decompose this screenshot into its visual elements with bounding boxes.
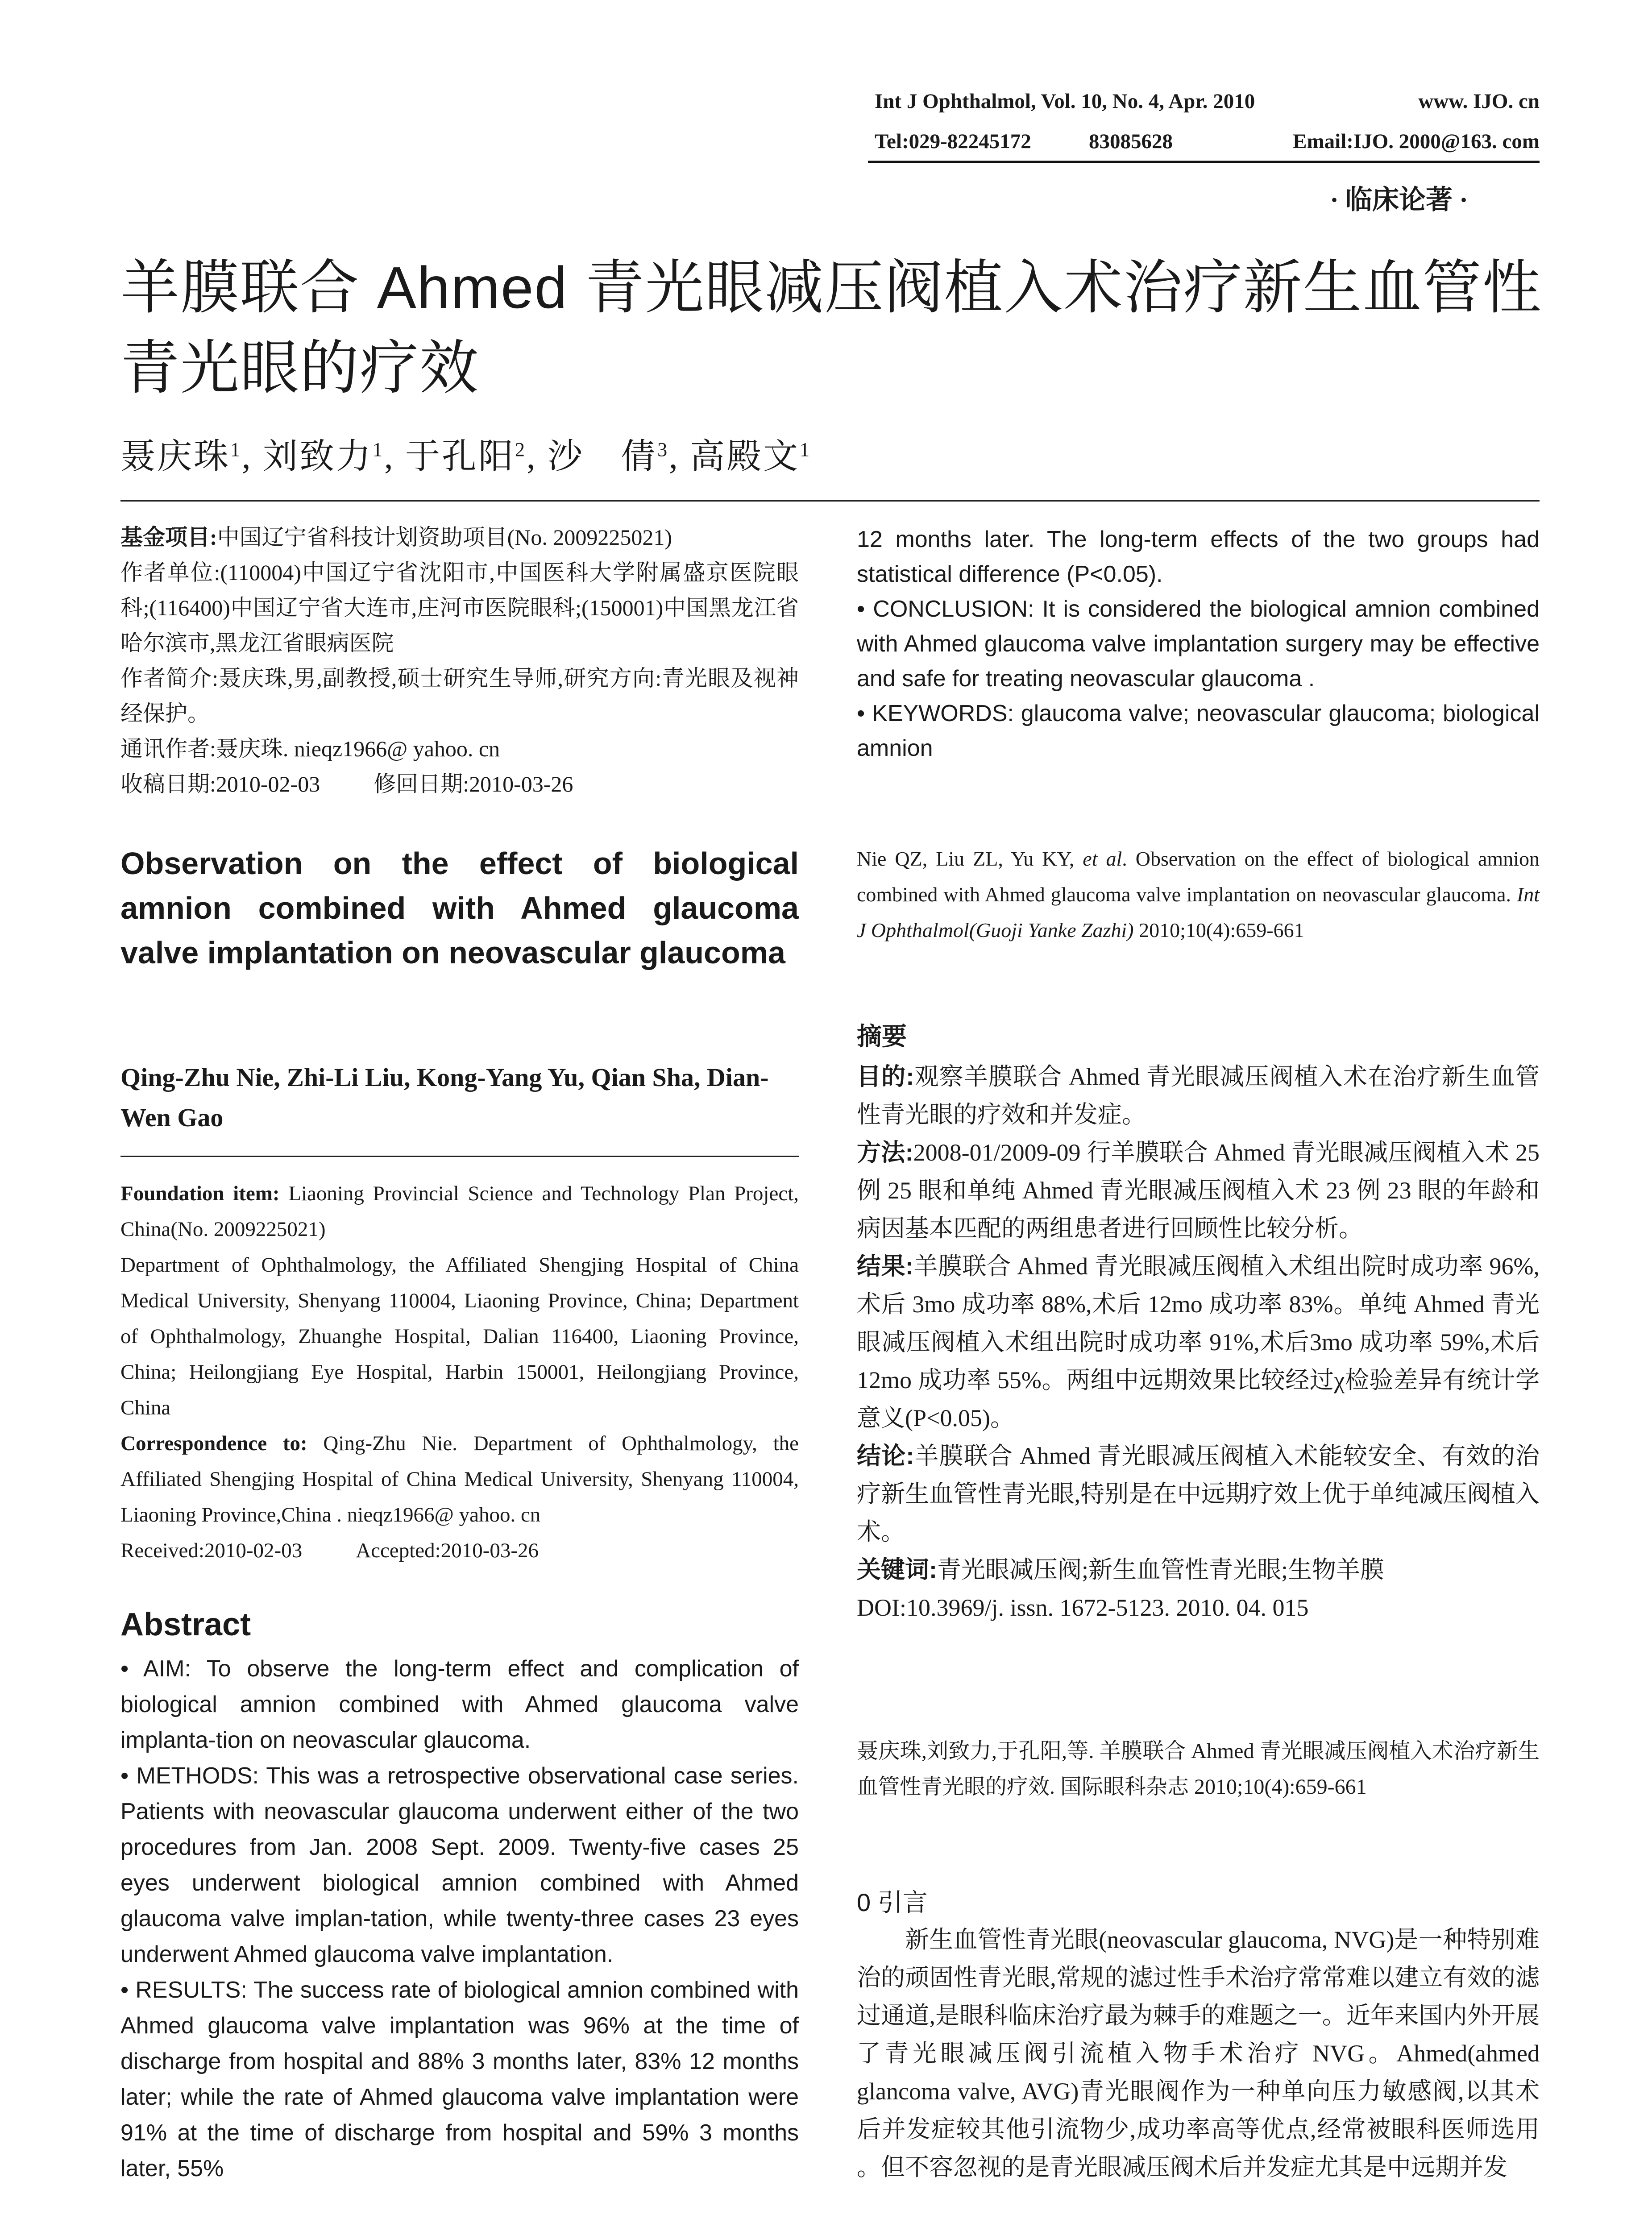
correspondence-cn-line	[120, 731, 799, 767]
author-cn: 于孔阳	[405, 437, 515, 476]
correspondence-cn-label: 通讯作者:	[120, 736, 216, 761]
abstract-results: • RESULTS: The success rate of biological amnion combined with Ahmed glaucoma valve implantation was 96% at the time of discharge from hospital and 88% 3 months later, 83% 12 months later; while the rate of Ahmed glaucoma valve implantation were 91% at the time of discharge from hospital and 59% 3 months later, 55%	[120, 1977, 799, 2181]
zh-results	[857, 1248, 1540, 1437]
intro-heading: 0 引言	[857, 1888, 928, 1916]
journal-contact-line	[875, 129, 1540, 153]
intro-paragraph: 新生血管性青光眼(neovascular glaucoma, NVG)是一种特别难治的顽固性青光眼,常规的滤过性手术治疗常常难以建立有效的滤过通道,是眼科临床治疗最为棘手的难题之一。近年来国内外开展了青光眼减压阀引流植入物手术治疗 NVG。Ahmed(ahmed glancoma valve, AVG)青光眼阀作为一种单向压力敏感阀,以其术后并发症较其他引流物少,成功率高等优点,经常被眼科医师选用 。但不容忽视的是青光眼减压阀术后并发症尤其是中远期并发	[857, 1926, 1540, 2181]
english-title: Observation on the effect of biological amnion combined with Ahmed glaucoma valve implantation on neovascular glaucoma	[120, 846, 799, 970]
fund-text: 中国辽宁省科技计划资助项目(No. 2009225021)	[217, 525, 672, 550]
author-affiliation-mark: 3	[657, 439, 669, 460]
received-date-en: Received:2010-02-03	[120, 1539, 303, 1562]
foundation-text: Liaoning Provincial Science and Technology Plan Project, China(No. 2009225021)	[120, 1182, 799, 1241]
abstract-heading: Abstract	[120, 1607, 251, 1642]
abstract-left-body	[120, 1651, 799, 2186]
english-authors: Qing-Zhu Nie, Zhi-Li Liu, Kong-Yang Yu, Qian Sha, Dian-Wen Gao	[120, 1063, 769, 1132]
affiliation-line	[120, 555, 799, 661]
foundation-block	[120, 1176, 799, 1568]
zh-conclusion	[857, 1437, 1540, 1551]
abstract-methods: • METHODS: This was a retrospective observational case series. Patients with neovascular glaucoma underwent either of the two procedures from Jan. 2008 Sept. 2009. Twenty-five cases 25 eyes underwent biological amnion combined with Ahmed glaucoma valve implan-tation, while twenty-three cases 23 eyes underwent Ahmed glaucoma valve implantation.	[120, 1763, 799, 1967]
correspondence-en-text: Qing-Zhu Nie. Department of Ophthalmology, the Affiliated Shengjing Hospital of China Medical University, Shenyang 110004, Liaoning Province,China . nieqz1966@ yahoo. cn	[120, 1432, 799, 1526]
zh-conclusion-text: 羊膜联合 Ahmed 青光眼减压阀植入术能较安全、有效的治疗新生血管性青光眼,特别是在中远期疗效上优于单纯减压阀植入术。	[857, 1443, 1540, 1545]
journal-fax: 83085628	[1089, 130, 1173, 153]
author-cn: 聂庆珠	[120, 437, 231, 476]
author-cn: 沙 倩	[548, 437, 658, 476]
citation-en-title: . Observation on the effect of biological amnion combined with Ahmed glaucoma valve implantation on neovascular glaucoma.	[857, 847, 1540, 906]
journal-header-line	[875, 89, 1540, 113]
title-divider	[120, 500, 1540, 502]
article-title-line1: 羊膜联合 Ahmed 青光眼减压阀植入术治疗新生血管性	[120, 255, 1542, 320]
affiliation-text: (110004)中国辽宁省沈阳市,中国医科大学附属盛京医院眼科;(116400)中国辽宁省大连市,庄河市医院眼科;(150001)中国黑龙江省哈尔滨市,黑龙江省眼病医院	[120, 560, 799, 655]
author-affiliation-mark: 1	[800, 439, 812, 460]
zh-keywords-text: 青光眼减压阀;新生血管性青光眼;生物羊膜	[937, 1556, 1384, 1583]
zh-keywords	[857, 1551, 1540, 1589]
zh-abstract-block	[857, 1017, 1540, 1627]
zh-aim	[857, 1058, 1540, 1134]
zh-methods-text: 2008-01/2009-09 行羊膜联合 Ahmed 青光眼减压阀植入术 25 例 25 眼和单纯 Ahmed 青光眼减压阀植入术 23 例 23 眼的年龄和病因基本匹配的两组患者进行回顾性比较分析。	[857, 1139, 1540, 1242]
journal-website[interactable]: www. IJO. cn	[1418, 90, 1540, 113]
section-tag: · 临床论著 ·	[1330, 185, 1469, 215]
abstract-right-body	[857, 522, 1540, 766]
author-affiliation-mark: 2	[515, 439, 527, 460]
received-date-cn: 收稿日期:2010-02-03	[120, 771, 320, 796]
fund-line	[120, 520, 799, 555]
citation-en-journal: Int J Ophthalmol(Guoji Yanke Zazhi)	[857, 883, 1540, 941]
journal-citation: Int J Ophthalmol, Vol. 10, No. 4, Apr. 2010	[875, 90, 1255, 113]
english-authors-divider	[120, 1156, 799, 1157]
zh-keywords-label: 关键词:	[857, 1556, 937, 1583]
article-title-line2: 青光眼的疗效	[120, 335, 479, 401]
foundation-item	[120, 1176, 799, 1247]
fund-label: 基金项目:	[120, 525, 217, 550]
header-divider	[868, 161, 1540, 163]
zh-methods-label: 方法:	[857, 1139, 913, 1166]
journal-email[interactable]: Email:IJO. 2000@163. com	[1293, 130, 1540, 153]
dates-en-line	[120, 1533, 799, 1568]
zh-abstract-label: 摘要	[857, 1022, 907, 1050]
citation-en-authors: Nie QZ, Liu ZL, Yu KY,	[857, 847, 1083, 870]
intro-body	[857, 1921, 1540, 2186]
author-affiliation-mark: 1	[230, 439, 242, 460]
correspondence-cn-text: 聂庆珠. nieqz1966@ yahoo. cn	[216, 736, 500, 761]
zh-methods	[857, 1134, 1540, 1248]
correspondence-en	[120, 1426, 799, 1533]
doi[interactable]: DOI:10.3969/j. issn. 1672-5123. 2010. 04. 015	[857, 1594, 1309, 1621]
correspondence-en-label: Correspondence to:	[120, 1432, 307, 1455]
author-intro-text: 聂庆珠,男,副教授,硕士研究生导师,研究方向:青光眼及视神经保护。	[120, 666, 799, 726]
zh-aim-text: 观察羊膜联合 Ahmed 青光眼减压阀植入术在治疗新生血管性青光眼的疗效和并发症。	[857, 1063, 1540, 1128]
author-cn: 高殿文	[690, 437, 800, 476]
english-affiliations: Department of Ophthalmology, the Affiliated Shengjing Hospital of China Medical University, Shenyang 110004, Liaoning Province, China; Department of Ophthalmology, Zhuanghe Hospital, Dalian 116400, Liaoning Province, China; Heilongjiang Eye Hospital, Harbin 150001, Heilongjiang Province, China	[120, 1253, 799, 1419]
meta-cn-block	[120, 520, 799, 802]
author-cn: 刘致力	[263, 437, 373, 476]
author-intro-label: 作者简介:	[120, 666, 219, 691]
author-affiliation-mark: 1	[373, 439, 385, 460]
citation-en-etal: et al	[1083, 847, 1122, 870]
dates-cn-line	[120, 767, 799, 802]
citation-en-volume: 2010;10(4):659-661	[1133, 919, 1304, 941]
abstract-results-continued: 12 months later. The long-term effects of the two groups had statistical difference (P<0.05).	[857, 527, 1540, 587]
zh-aim-label: 目的:	[857, 1063, 914, 1090]
article-title	[120, 248, 1548, 408]
abstract-aim: • AIM: To observe the long-term effect and complication of biological amnion combined with Ahmed glaucoma valve implanta-tion on neovascular glaucoma.	[120, 1656, 799, 1753]
journal-tel: Tel:029-82245172	[875, 130, 1031, 153]
affiliation-label: 作者单位:	[120, 560, 220, 585]
zh-results-label: 结果:	[857, 1253, 913, 1280]
authors-cn: 聂庆珠$^1$, 刘致力$^1$, 于孔阳$^2$, 沙 倩$^3$, 高殿文$^1$	[120, 437, 812, 476]
zh-conclusion-label: 结论:	[857, 1443, 914, 1469]
author-intro-line	[120, 661, 799, 731]
foundation-label: Foundation item:	[120, 1182, 280, 1205]
citation-en	[857, 841, 1540, 948]
citation-cn: 聂庆珠,刘致力,于孔阳,等. 羊膜联合 Ahmed 青光眼减压阀植入术治疗新生血管性青光眼的疗效. 国际眼科杂志 2010;10(4):659-661	[857, 1739, 1540, 1799]
revised-date-cn: 修回日期:2010-03-26	[374, 771, 573, 796]
abstract-keywords: • KEYWORDS: glaucoma valve; neovascular glaucoma; biological amnion	[857, 701, 1540, 761]
zh-results-text: 羊膜联合 Ahmed 青光眼减压阀植入术组出院时成功率 96%,术后 3mo 成功率 88%,术后 12mo 成功率 83%。单纯 Ahmed 青光眼减压阀植入术组出院时成功率 91%,术后3mo 成功率 59%,术后 12mo 成功率 55%。两组中远期效果比较经过χ检验差异有统计学意义(P<0.05)。	[857, 1253, 1540, 1431]
accepted-date-en: Accepted:2010-03-26	[356, 1539, 539, 1562]
abstract-conclusion: • CONCLUSION: It is considered the biological amnion combined with Ahmed glaucoma valve implantation surgery may be effective and safe for treating neovascular glaucoma .	[857, 596, 1540, 692]
